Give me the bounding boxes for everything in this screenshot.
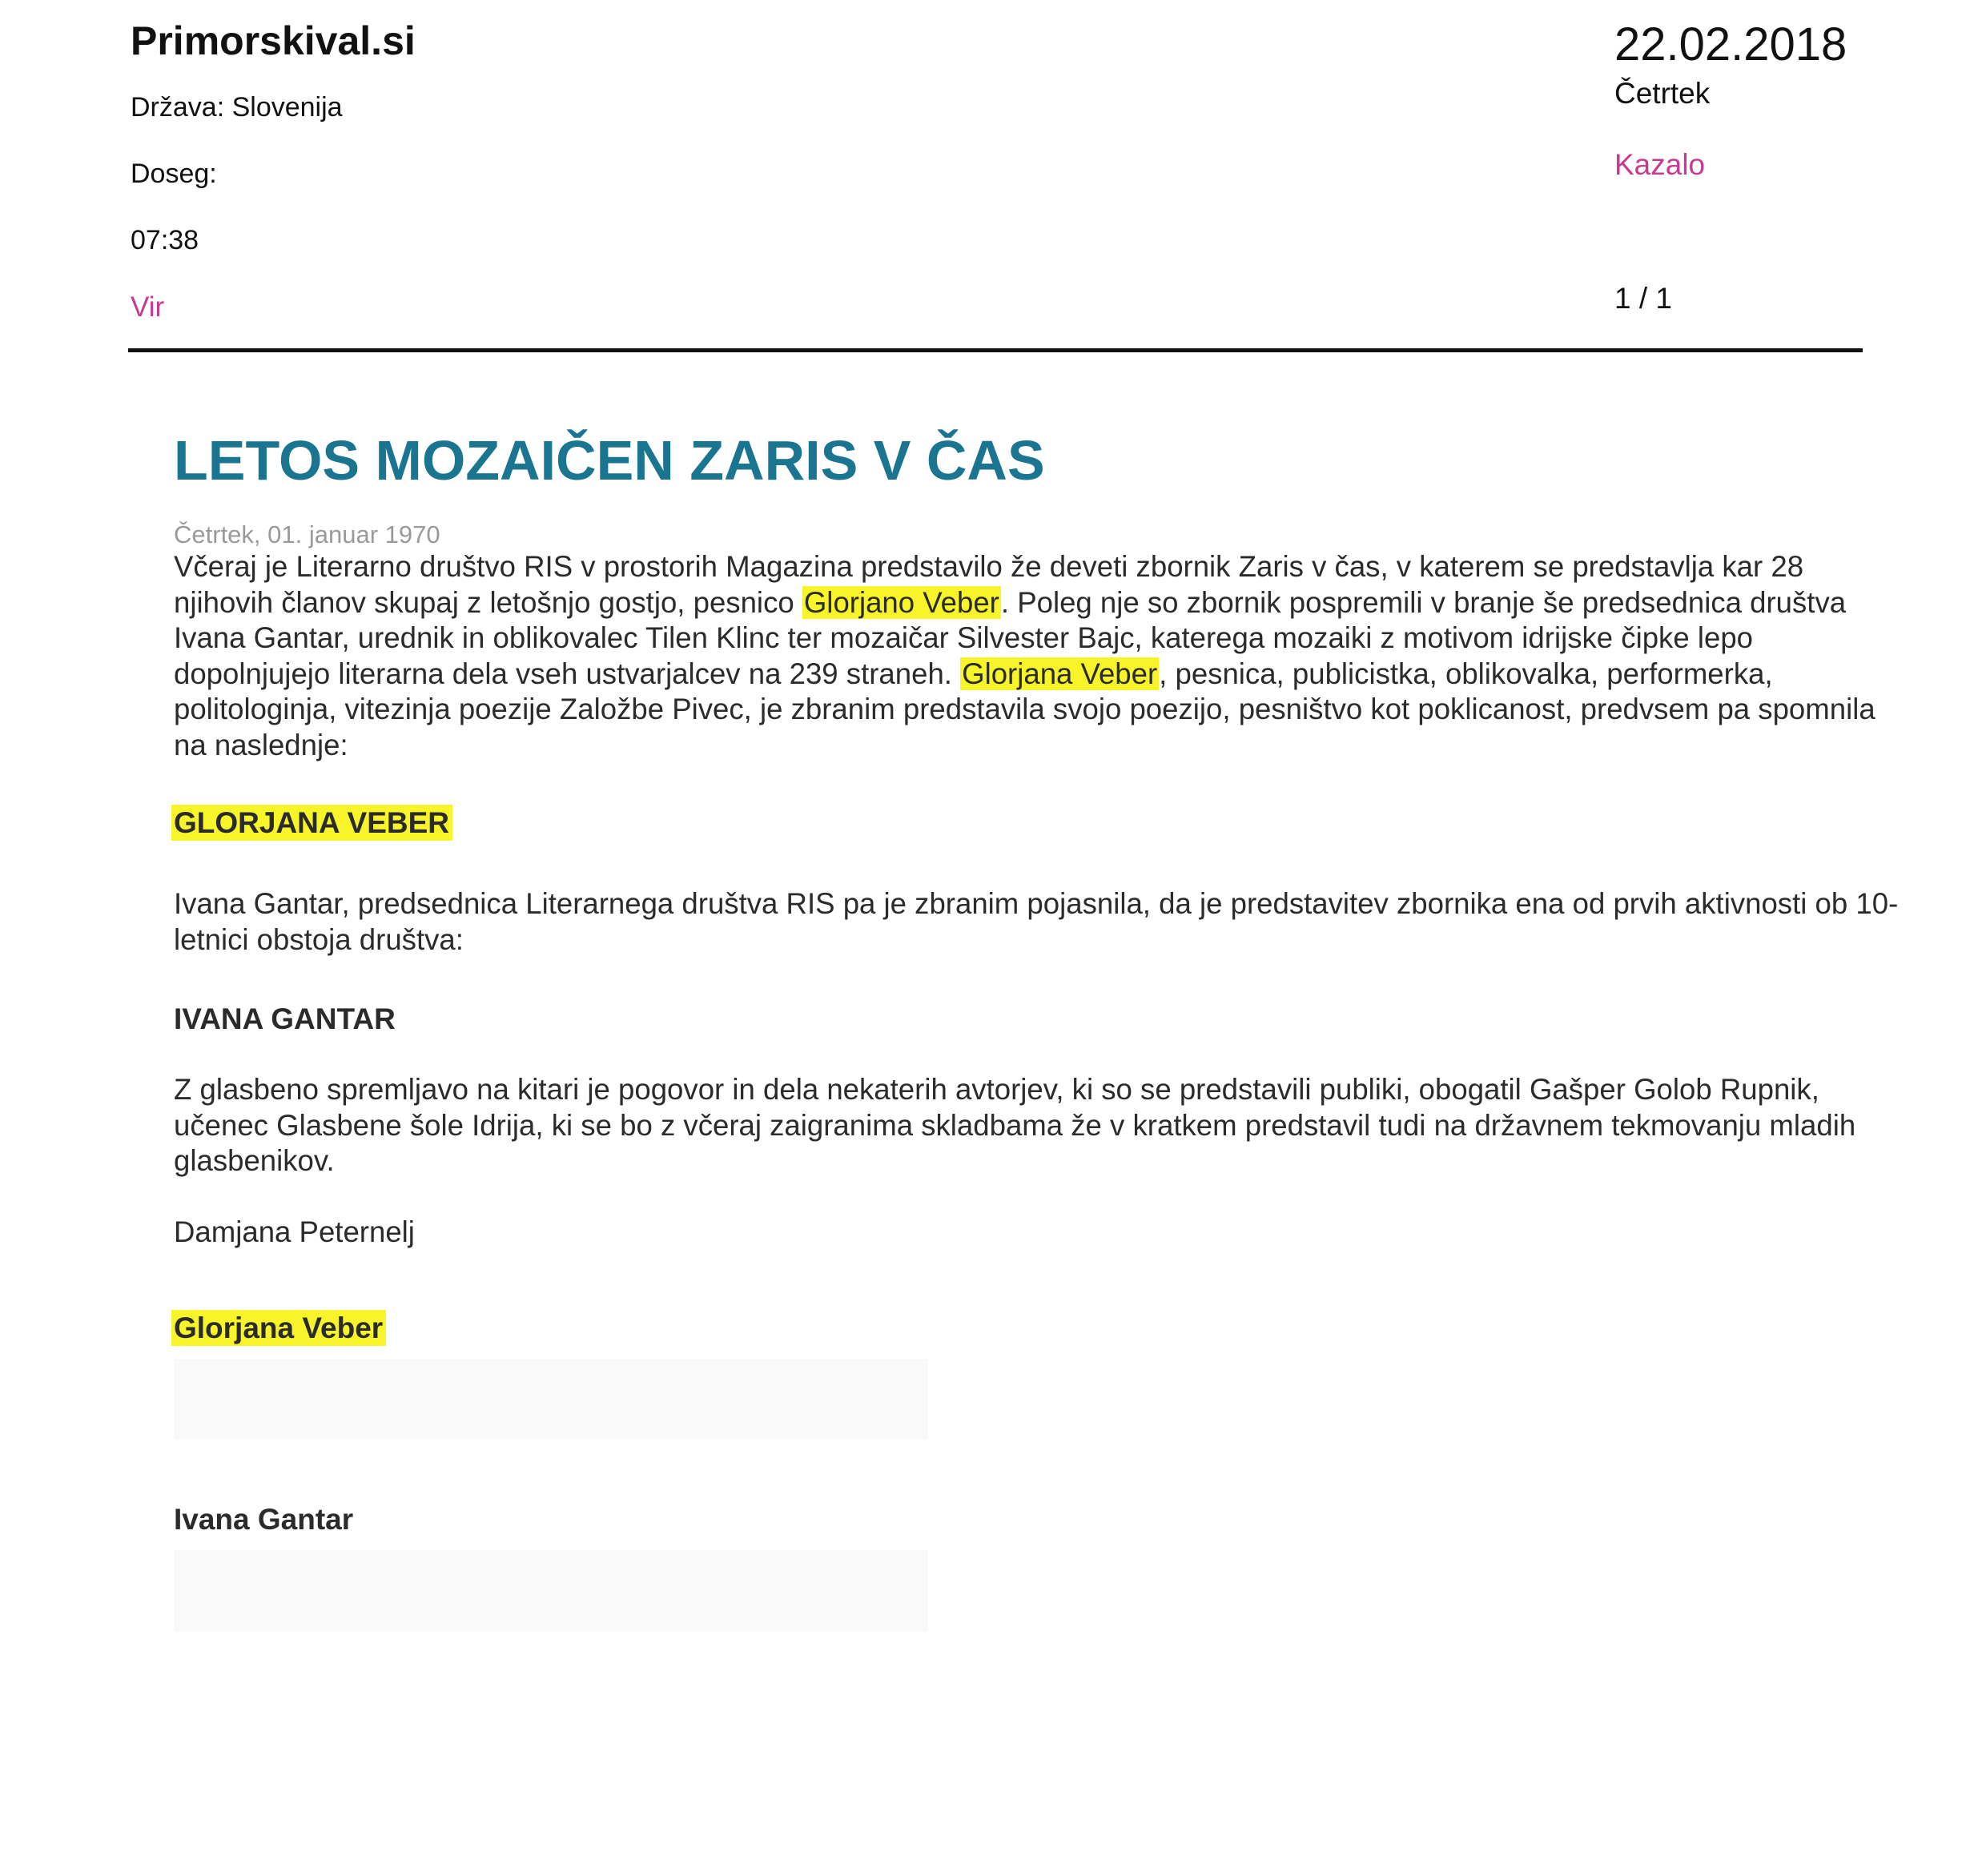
article-paragraph: Ivana Gantar, predsednica Literarnega društva RIS pa je zbranim pojasnila, da je predstavitev zbornika ena od prvih aktivnosti ob 10-letnici obstoja društva: [174,887,1899,956]
article-author: Damjana Peternelj [174,1215,415,1248]
article-paragraph [174,549,1908,763]
highlighted-media-label: Glorjana Veber [171,1310,386,1346]
media-player[interactable] [174,1359,928,1440]
highlighted-heading: GLORJANA VEBER [171,805,452,841]
article-title: LETOS MOZAIČEN ZARIS V ČAS [174,429,1045,492]
media-label-glorjana [174,1312,386,1345]
article-date: Četrtek, 01. januar 1970 [174,520,440,548]
section-heading-ivana: IVANA GANTAR [174,1002,396,1035]
article-paragraph: Z glasbeno spremljavo na kitari je pogovor in dela nekaterih avtorjev, ki so se predstavili publiki, obogatil Gašper Golob Rupnik, učenec Glasbene šole Idrija, ki se bo z včeraj zaigranima skladbama že v kratkem predstavil tudi na državnem tekmovanju mladih glasbenikov. [174,1073,1856,1177]
media-player[interactable] [174,1550,928,1631]
report-weekday: Četrtek [1614,77,1711,110]
source-name: Primorskival.si [131,18,416,63]
media-label-ivana: Ivana Gantar [174,1503,354,1536]
highlighted-keyword: Glorjana Veber [962,657,1158,690]
country-label: Država: Slovenija [131,92,343,123]
section-heading-glorjana [174,806,452,840]
source-link[interactable]: Vir [131,291,165,323]
index-link[interactable]: Kazalo [1614,148,1706,181]
paragraph-text: , pesnica, publicistka, oblikovalka, performerka, politologinja, vitezinja poezije Založbe Pivec, je zbranim predstavila svojo poezijo, pesništvo kot poklicanost, predvsem pa spomnila na naslednje: [174,657,1875,761]
header-divider [128,348,1863,352]
reach-label: Doseg: [131,159,217,189]
paragraph-text: Včeraj je Literarno društvo RIS v prostorih Magazina predstavilo že deveti zbornik Zaris v čas, v katerem se predstavlja kar 28 njihovih članov skupaj z letošnjo gostjo, pesnico [174,550,1804,619]
publish-time: 07:38 [131,225,199,255]
report-date: 22.02.2018 [1614,18,1847,70]
highlighted-keyword: Glorjano Veber [803,585,999,619]
paragraph-text: . Poleg nje so zbornik pospremili v branje še predsednica društva Ivana Gantar, urednik in oblikovalec Tilen Klinc ter mozaičar Silvester Bajc, katerega mozaiki z motivom idrijske čipke lepo dopolnjujejo literarna dela vseh ustvarjalcev na 239 straneh. [174,585,1847,690]
page-counter: 1 / 1 [1614,282,1672,315]
